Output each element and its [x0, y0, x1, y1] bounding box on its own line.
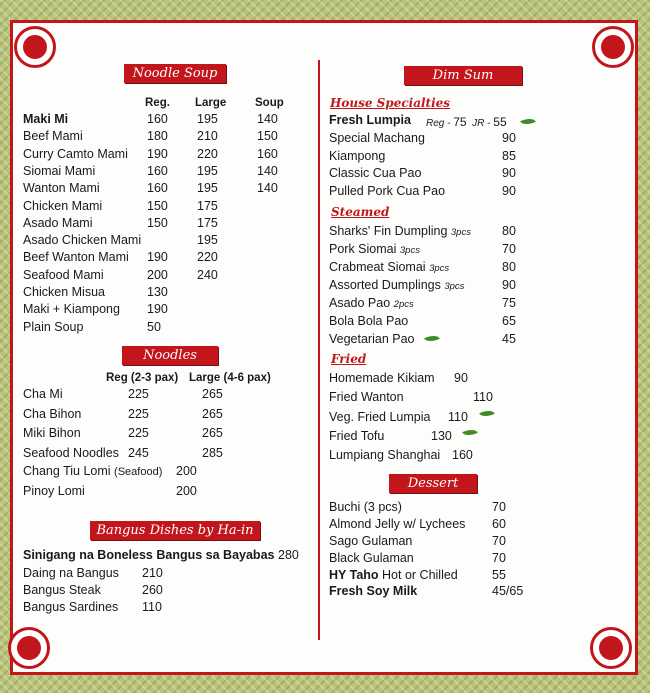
- menu-item-price: 130: [147, 285, 168, 299]
- menu-item-price: 160: [257, 146, 278, 161]
- menu-item-price: 225: [128, 406, 149, 421]
- menu-item-price: 45/65: [492, 584, 524, 598]
- menu-item-price: 70: [492, 551, 506, 565]
- menu-item-name: Homemade Kikiam: [329, 371, 435, 385]
- item-label: Vegetarian Pao: [329, 332, 415, 346]
- menu-item-price: 260: [142, 583, 163, 597]
- menu-item-price: 90: [502, 278, 516, 292]
- menu-item-price: 60: [492, 517, 506, 531]
- menu-item-price: 70: [492, 500, 506, 514]
- menu-item-name: Chang Tiu Lomi (Seafood): [23, 464, 163, 478]
- menu-item-price: Reg - 75 JR - 55: [426, 115, 507, 129]
- menu-item-name: [329, 278, 464, 294]
- item-label: Assorted Dumplings: [329, 278, 441, 292]
- menu-item-name: Pulled Pork Cua Pao: [329, 184, 446, 199]
- menu-item-price: 130: [431, 428, 452, 443]
- menu-item-price: 225: [128, 426, 149, 440]
- col-header-reg: Reg.: [145, 97, 170, 109]
- menu-item-price: 75: [502, 296, 516, 310]
- menu-item-price: 90: [502, 166, 516, 181]
- menu-item-name: Fresh Soy Milk: [329, 584, 418, 598]
- menu-item-name: Pinoy Lomi: [23, 484, 85, 498]
- menu-item-price: 85: [502, 148, 516, 163]
- menu-item-name: Siomai Mami: [23, 163, 96, 178]
- menu-item-price: 200: [176, 484, 197, 498]
- menu-item-name: HY Taho Hot or Chilled: [329, 568, 458, 582]
- menu-item-price: 110: [448, 409, 468, 424]
- menu-item-price: 220: [197, 250, 218, 265]
- menu-item-price: 195: [197, 233, 218, 248]
- menu-item-name: Fried Wanton: [329, 390, 404, 405]
- menu-item-name: Maki Mi: [23, 112, 69, 126]
- menu-item-price: 180: [147, 129, 168, 144]
- piece-count-note: 3pcs: [444, 281, 465, 292]
- menu-item-price: 280: [278, 548, 299, 562]
- menu-item-price: 90: [502, 131, 516, 145]
- section-banner-noodles: Noodles: [122, 346, 218, 365]
- menu-item-name: [329, 314, 408, 330]
- menu-item-name: [329, 260, 449, 276]
- menu-item-price: 110: [142, 600, 162, 614]
- menu-item-name: Asado Mami: [23, 215, 93, 230]
- menu-item-name: Chicken Mami: [23, 198, 103, 213]
- item-label: Pork Siomai: [329, 242, 397, 256]
- menu-item-price: 140: [257, 181, 278, 196]
- menu-item-price: 220: [197, 146, 218, 161]
- menu-item-name: Black Gulaman: [329, 551, 414, 565]
- menu-item-name: [329, 224, 471, 240]
- menu-item-name: Maki + Kiampong: [23, 302, 120, 317]
- corner-ornament: [14, 26, 56, 68]
- item-label: Asado Pao: [329, 296, 391, 310]
- menu-item-price: 225: [128, 387, 149, 401]
- menu-item-price: 70: [492, 534, 506, 548]
- menu-item-price: 50: [147, 319, 161, 334]
- menu-item-name: [329, 296, 414, 312]
- menu-item-price: 175: [197, 198, 218, 213]
- menu-item-price: 160: [147, 181, 168, 196]
- section-banner-dim-sum: Dim Sum: [404, 66, 522, 85]
- menu-item-name: Fried Tofu: [329, 428, 385, 443]
- menu-item-price: 195: [197, 112, 218, 126]
- menu-item-price: 285: [202, 445, 223, 460]
- piece-count-note: 3pcs: [429, 263, 450, 274]
- col-header-reg-pax: Reg (2-3 pax): [106, 372, 179, 384]
- menu-item-price: 140: [257, 163, 278, 178]
- menu-item-name: Daing na Bangus: [23, 566, 119, 580]
- menu-item-price: 90: [454, 371, 468, 385]
- menu-item-price: 265: [202, 426, 223, 440]
- menu-item-name: [329, 242, 420, 258]
- column-divider: [318, 60, 320, 640]
- menu-item-name: Curry Camto Mami: [23, 146, 128, 161]
- menu-item-price: 190: [147, 250, 168, 265]
- menu-item-name: Special Machang: [329, 131, 425, 145]
- corner-ornament: [590, 627, 632, 669]
- menu-item-name: Cha Bihon: [23, 406, 82, 421]
- menu-item-name: Bangus Steak: [23, 583, 101, 597]
- menu-item-price: 140: [257, 112, 278, 126]
- menu-item-price: 55: [492, 568, 506, 582]
- section-banner-bangus: Bangus Dishes by Ha-in: [90, 521, 260, 540]
- item-label: Sharks' Fin Dumpling: [329, 224, 448, 238]
- menu-item-name: Bangus Sardines: [23, 600, 119, 614]
- menu-item-name: Sinigang na Boneless Bangus sa Bayabas: [23, 548, 275, 562]
- corner-ornament: [592, 26, 634, 68]
- menu-item-price: 240: [197, 267, 218, 282]
- menu-item-name: Sago Gulaman: [329, 534, 413, 548]
- menu-item-price: 265: [202, 387, 223, 401]
- menu-item-price: 80: [502, 224, 516, 238]
- subheading-house-specialties: House Specialties: [330, 96, 451, 110]
- menu-item-price: 190: [147, 302, 168, 317]
- menu-item-name: Kiampong: [329, 148, 386, 163]
- menu-item-price: 150: [147, 215, 168, 230]
- menu-item-name: Veg. Fried Lumpia: [329, 409, 431, 424]
- menu-item-price: 90: [502, 184, 516, 199]
- item-label: Bola Bola Pao: [329, 314, 409, 328]
- col-header-soup: Soup: [255, 97, 284, 109]
- menu-item-price: 210: [197, 129, 218, 144]
- menu-item-price: 265: [202, 406, 223, 421]
- menu-item-name: Buchi (3 pcs): [329, 500, 402, 514]
- menu-item-price: 175: [197, 215, 218, 230]
- menu-item-name: Classic Cua Pao: [329, 166, 422, 181]
- menu-item-name: Fresh Lumpia: [329, 113, 411, 127]
- menu-item-price: 160: [452, 448, 473, 463]
- menu-item-price: 190: [147, 146, 168, 161]
- menu-item-name: [329, 332, 415, 348]
- piece-count-note: 2pcs: [393, 299, 414, 310]
- menu-item-name: Lumpiang Shanghai: [329, 448, 441, 463]
- menu-item-name: Almond Jelly w/ Lychees: [329, 517, 466, 531]
- subheading-steamed: Steamed: [331, 205, 390, 219]
- menu-item-price: 65: [502, 314, 516, 328]
- menu-item-price: 45: [502, 332, 516, 346]
- menu-item-price: 195: [197, 163, 218, 178]
- menu-item-price: 150: [147, 198, 168, 213]
- piece-count-note: 3pcs: [399, 245, 420, 256]
- piece-count-note: 3pcs: [450, 227, 471, 238]
- menu-item-name: Miki Bihon: [23, 426, 81, 440]
- menu-item-price: 195: [197, 181, 218, 196]
- menu-item-price: 160: [147, 163, 168, 178]
- menu-item-name: Chicken Misua: [23, 285, 105, 299]
- menu-item-price: 80: [502, 260, 516, 274]
- col-header-large: Large: [195, 97, 227, 109]
- subheading-fried: Fried: [331, 352, 367, 366]
- col-header-large-pax: Large (4-6 pax): [189, 372, 271, 384]
- menu-item-name: Seafood Noodles: [23, 445, 119, 460]
- menu-item-price: 200: [176, 464, 197, 478]
- item-label: Crabmeat Siomai: [329, 260, 426, 274]
- menu-item-price: 160: [147, 112, 168, 126]
- menu-item-name: Wanton Mami: [23, 181, 100, 196]
- menu-item-name: Seafood Mami: [23, 267, 104, 282]
- menu-item-name: Asado Chicken Mami: [23, 233, 142, 248]
- menu-item-price: 110: [473, 390, 493, 405]
- menu-item-name: Beef Mami: [23, 129, 83, 144]
- corner-ornament: [8, 627, 50, 669]
- menu-item-price: 150: [257, 129, 278, 144]
- menu-item-price: 210: [142, 566, 163, 580]
- menu-item-price: 245: [128, 445, 149, 460]
- menu-item-name: Cha Mi: [23, 387, 63, 401]
- section-banner-dessert: Dessert: [389, 474, 477, 493]
- menu-item-name: Plain Soup: [23, 319, 84, 334]
- menu-item-price: 200: [147, 267, 168, 282]
- menu-item-name: Beef Wanton Mami: [23, 250, 129, 265]
- section-banner-noodle-soup: Noodle Soup: [124, 64, 226, 83]
- menu-item-price: 70: [502, 242, 516, 256]
